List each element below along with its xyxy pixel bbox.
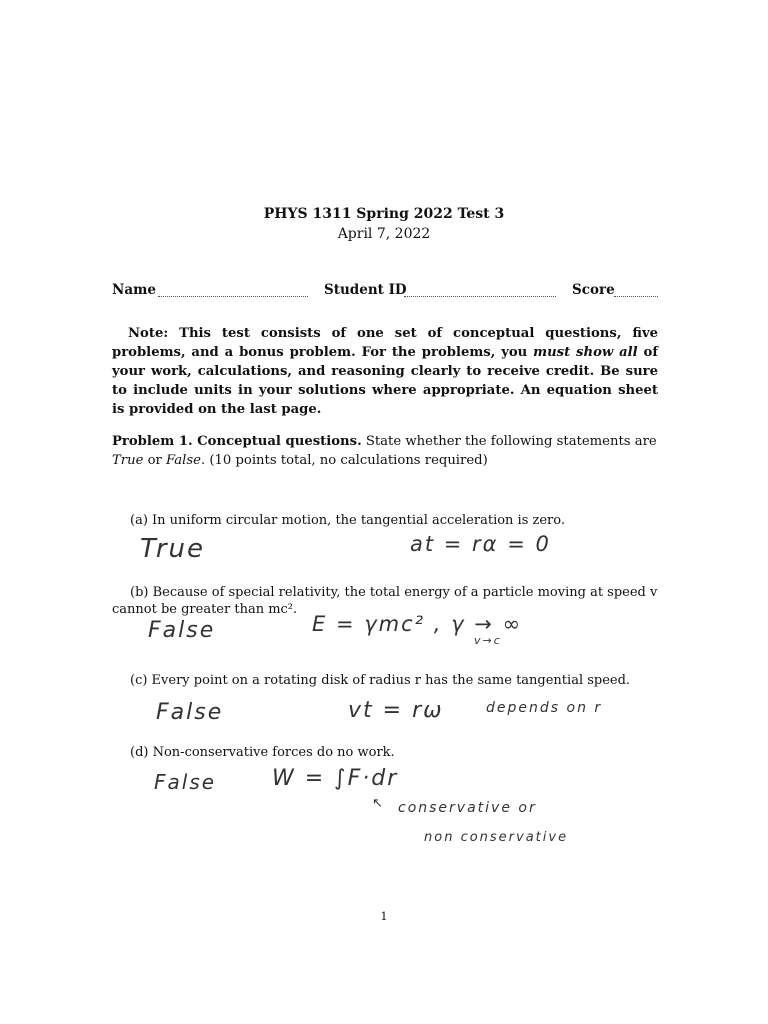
work-c-1: vt = rω: [348, 698, 444, 723]
work-a: at = rα = 0: [410, 532, 551, 556]
exam-note: [112, 324, 658, 419]
problem-1-text-a: State whether the following statements are: [361, 434, 657, 449]
problem-1-text-b: or: [143, 453, 167, 468]
problem-1-text-c: . (10 points total, no calculations required): [200, 453, 488, 468]
false-word: False: [166, 453, 201, 468]
question-d: (d) Non-conservative forces do no work.: [130, 745, 395, 760]
answer-d[interactable]: False: [154, 770, 217, 794]
work-c-2: depends on r: [486, 700, 603, 716]
name-field[interactable]: [158, 296, 308, 297]
note-suffix: of your work, calculations, and reasoning clearly to receive credit. Be sure to include units in your solutions where appropriate. An equation sheet is provided on the last page.: [112, 345, 658, 417]
problem-1-intro: [112, 432, 660, 470]
question-b: (b) Because of special relativity, the total energy of a particle moving at speed v cannot be greater than mc².: [112, 585, 658, 617]
note-prefix: Note: This test consists of one set of conceptual questions, five problems, and a bonus problem. For the problems, you: [112, 326, 658, 360]
arrow-up-icon: ↖: [372, 796, 385, 811]
work-b-2: v→c: [474, 634, 502, 647]
answer-a[interactable]: True: [140, 534, 206, 564]
score-field[interactable]: [614, 296, 658, 297]
student-id-label: Student ID: [324, 282, 407, 298]
question-c: (c) Every point on a rotating disk of radius r has the same tangential speed.: [130, 673, 631, 688]
exam-title: PHYS 1311 Spring 2022 Test 3: [263, 206, 505, 222]
work-d-2: conservative or: [398, 800, 537, 816]
work-d-1: W = ∫F·dr: [272, 766, 399, 791]
score-label: Score: [572, 282, 615, 298]
problem-1-heading: Problem 1. Conceptual questions.: [112, 434, 362, 449]
true-word: True: [112, 453, 144, 468]
question-a: (a) In uniform circular motion, the tangential acceleration is zero.: [130, 513, 566, 528]
page-number: 1: [380, 910, 388, 923]
answer-b[interactable]: False: [148, 618, 216, 643]
exam-date: April 7, 2022: [337, 226, 431, 242]
name-label: Name: [112, 282, 156, 298]
work-d-3: non conservative: [424, 830, 569, 845]
answer-c[interactable]: False: [156, 700, 224, 725]
note-emphasis: must show all: [533, 345, 638, 360]
student-info-row: [112, 282, 658, 302]
work-b-1: E = γmc² , γ → ∞: [312, 612, 522, 636]
student-id-field[interactable]: [404, 296, 556, 297]
